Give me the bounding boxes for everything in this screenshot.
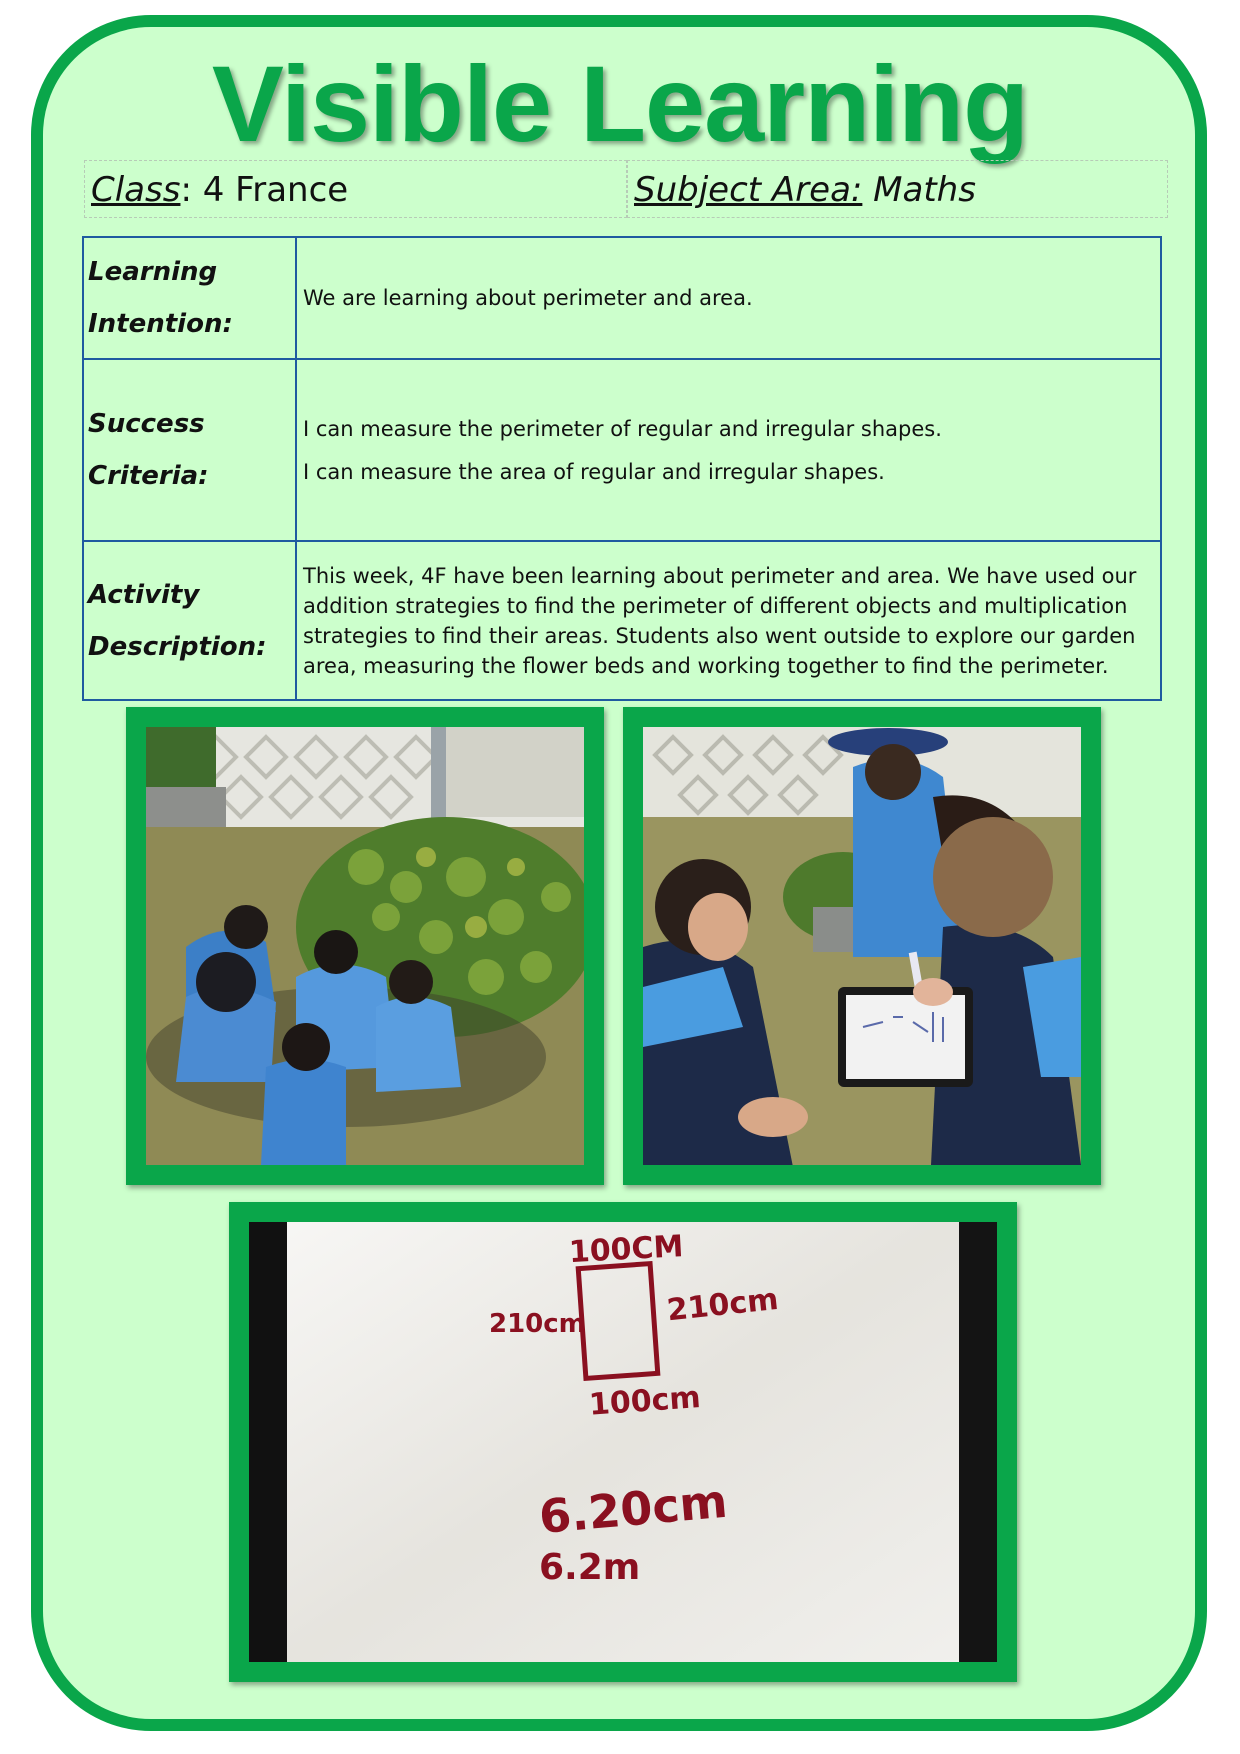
page-title: Visible Learning — [211, 43, 1029, 164]
subject-label: Subject Area: — [634, 170, 863, 210]
whiteboard-image — [249, 1222, 997, 1662]
learning-intention-label: Learning Intention: — [83, 237, 296, 359]
success-criterion: I can measure the perimeter of regular and irregular shapes. — [303, 416, 942, 441]
whiteboard-left-frame — [249, 1222, 287, 1662]
whiteboard-bottom-label: 100cm — [587, 1380, 702, 1423]
learning-intention-text: We are learning about perimeter and area. — [296, 237, 1161, 359]
whiteboard-right-label: 210cm — [665, 1281, 781, 1329]
success-criterion: I can measure the area of regular and irregular shapes. — [303, 459, 885, 484]
group-photo-image — [643, 727, 1081, 1165]
success-criteria-row — [83, 359, 1161, 541]
class-info-row — [84, 160, 1168, 218]
class-cell — [84, 160, 627, 218]
subject-cell — [627, 160, 1168, 218]
whiteboard-perimeter-photo — [229, 1202, 1017, 1682]
learning-intention-row — [83, 237, 1161, 359]
activity-description-text: This week, 4F have been learning about perimeter and area. We have used our addition strategies to find the perimeter of different objects and multiplication strategies to find their areas. Students also went outside to explore our garden area, measuring the flower beds and working together to find the perimeter. — [296, 541, 1161, 700]
lesson-table — [82, 236, 1162, 701]
activity-description-row — [83, 541, 1161, 700]
class-value: : 4 France — [180, 170, 349, 210]
success-criteria-text — [296, 359, 1161, 541]
garden-photo-whiteboard-group — [623, 707, 1101, 1185]
class-label: Class — [91, 170, 181, 210]
garden-photo-image — [146, 727, 584, 1165]
whiteboard-top-label: 100CM — [568, 1229, 685, 1271]
subject-value: Maths — [862, 170, 976, 210]
whiteboard-right-frame — [959, 1222, 997, 1662]
activity-description-label: Activity Description: — [83, 541, 296, 700]
garden-photo-students-measuring — [126, 707, 604, 1185]
success-criteria-label: Success Criteria: — [83, 359, 296, 541]
whiteboard-total-cm: 6.20cm — [536, 1473, 730, 1545]
whiteboard-left-label: 210cm — [489, 1309, 586, 1339]
whiteboard-total-m: 6.2m — [539, 1547, 641, 1588]
